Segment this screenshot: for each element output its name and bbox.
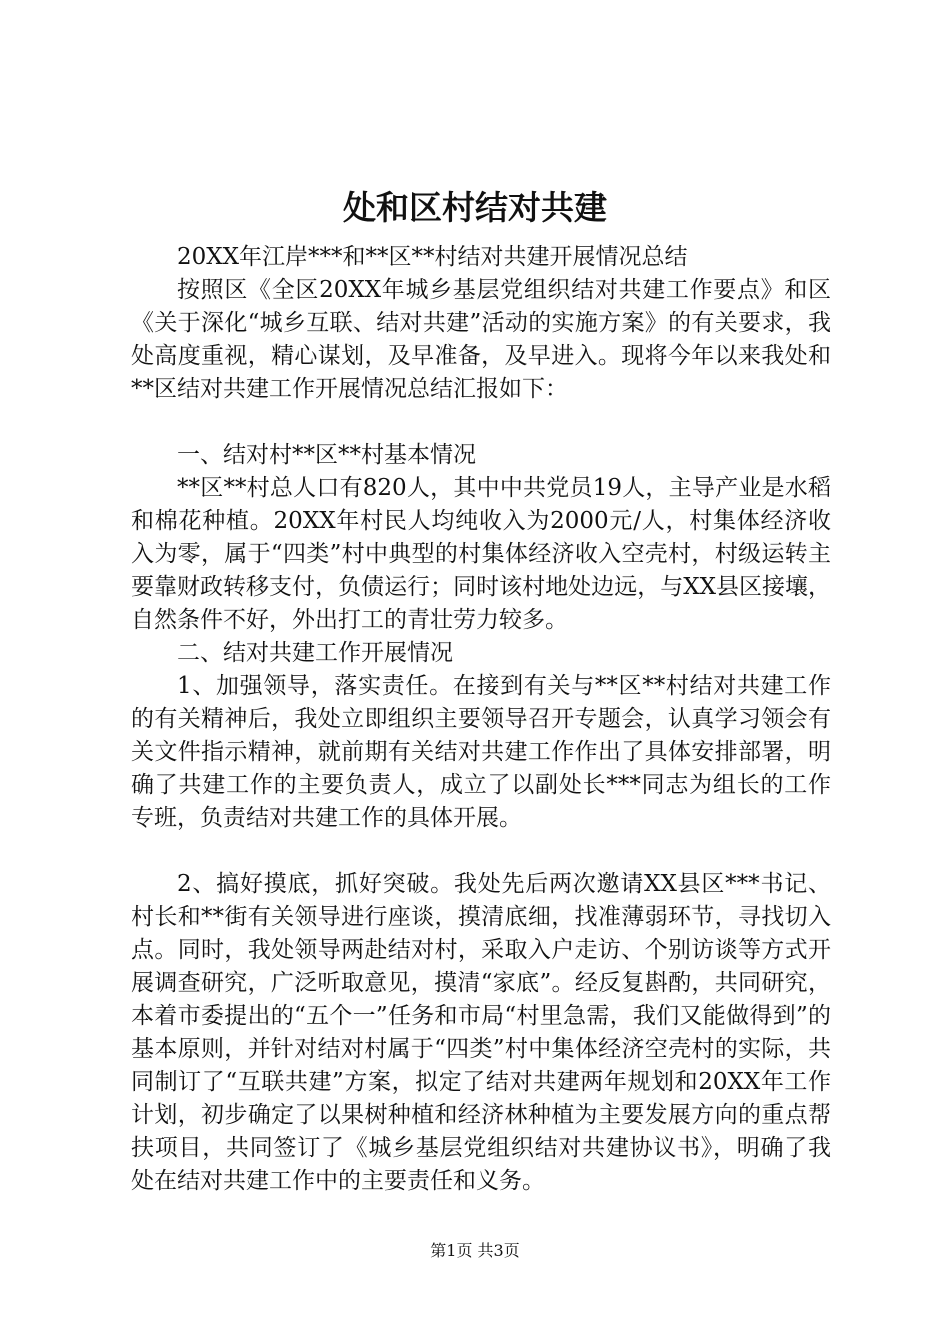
leadership-paragraph: 1、加强领导，落实责任。在接到有关与**区**村结对共建工作的有关精神后，我处立即组织主要领导召开专题会，认真学习领会有关文件指示精神，就前期有关结对共建工作作出了具体安排部署，明确了共建工作的主要负责人，成立了以副处长***同志为组长的工作专班，负责结对共建工作的具体开展。 — [131, 673, 831, 831]
subtitle-paragraph: 20XX年江岸***和**区**村结对共建开展情况总结 — [177, 244, 688, 270]
intro-paragraph: 按照区《全区20XX年城乡基层党组织结对共建工作要点》和区《关于深化“城乡互联、结对共建”活动的实施方案》的有关要求，我处高度重视，精心谋划，及早准备，及早进入。现将今年以来我处和**区结对共建工作开展情况总结汇报如下： — [131, 277, 831, 402]
survey-paragraph: 2、搞好摸底，抓好突破。我处先后两次邀请XX县区***书记、村长和**街有关领导进行座谈，摸清底细，找准薄弱环节，寻找切入点。同时，我处领导两赴结对村，采取入户走访、个别访谈等方式开展调查研究，广泛听取意见，摸清“家底”。经反复斟酌，共同研究，本着市委提出的“五个一”任务和市局“村里急需，我们又能做得到”的基本原则，并针对结对村属于“四类”村中集体经济空壳村的实际，共同制订了“互联共建”方案，拟定了结对共建两年规划和20XX年工作计划，初步确定了以果树种植和经济林种植为主要发展方向的重点帮扶项目，共同签订了《城乡基层党组织结对共建协议书》，明确了我处在结对共建工作中的主要责任和义务。 — [131, 871, 831, 1194]
section-heading-2: 二、结对共建工作开展情况 — [177, 640, 453, 666]
document-body — [131, 241, 831, 1198]
page-footer: 第1页 共3页 — [430, 1241, 520, 1260]
document-title: 处和区村结对共建 — [343, 188, 607, 227]
section-heading-1: 一、结对村**区**村基本情况 — [177, 442, 476, 468]
village-info-paragraph: **区**村总人口有820人，其中中共党员19人，主导产业是水稻和棉花种植。20XX年村民人均纯收入为2000元/人，村集体经济收入为零，属于“四类”村中典型的村集体经济收入空壳村，村级运转主要靠财政转移支付，负债运行；同时该村地处边远，与XX县区接壤，自然条件不好，外出打工的青壮劳力较多。 — [131, 475, 831, 633]
